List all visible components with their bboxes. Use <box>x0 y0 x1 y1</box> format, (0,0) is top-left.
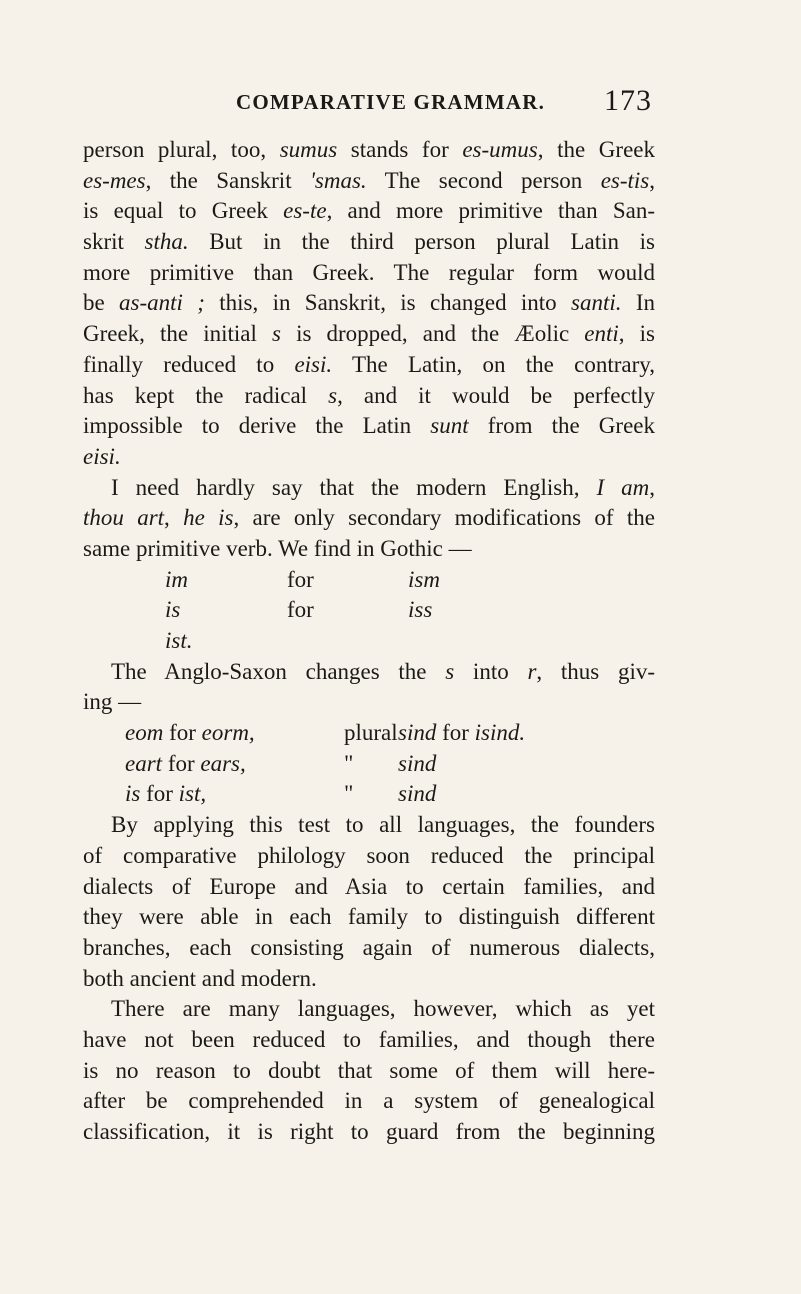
table-cell: ist. <box>165 628 193 653</box>
italic-term: stha. <box>144 229 189 255</box>
italic-term: santi. <box>571 290 622 316</box>
text-line: There are many languages, however, which as yet <box>111 996 655 1022</box>
gothic-table <box>83 565 655 657</box>
text-line: of comparative philology soon reduced the principal <box>83 842 655 868</box>
table-cell: eart for ears, <box>125 750 246 776</box>
table-cell: iss <box>408 597 433 623</box>
text-line: after be comprehended in a system of genealogical <box>83 1088 655 1114</box>
table-cell: " <box>344 750 354 776</box>
text-line: they were able in each family to distinguish different <box>83 904 655 930</box>
italic-term: I am <box>596 474 650 500</box>
text-line: I need hardly say that the modern English, I am, <box>111 474 655 500</box>
text-line: same primitive verb. We find in Gothic — <box>83 535 472 561</box>
italic-term: es-te <box>283 198 327 224</box>
table-cell: " <box>344 781 354 807</box>
table-cell: sind <box>398 781 437 807</box>
text-line: es-mes, the Sanskrit 'smas. The second person es-tis, <box>83 167 655 193</box>
text-line: ing — <box>83 689 142 715</box>
text-line: both ancient and modern. <box>83 965 317 991</box>
table-cell: plural <box>344 720 398 746</box>
text-line: The Anglo-Saxon changes the s into r, thus giv- <box>111 658 656 684</box>
running-head: COMPARATIVE GRAMMAR. <box>236 90 546 114</box>
table-cell <box>408 626 518 657</box>
text-line: By applying this test to all languages, the founders <box>111 812 655 838</box>
italic-term: es-mes <box>83 167 146 193</box>
text-line: more primitive than Greek. The regular form would <box>83 259 655 285</box>
main-paragraphs <box>83 135 655 565</box>
table-cell: is for ist, <box>125 781 207 807</box>
italic-term: eisi. <box>294 351 333 377</box>
anglo-saxon-paragraph <box>83 657 655 718</box>
text-line: dialects of Europe and Asia to certain families, and <box>83 873 655 899</box>
italic-term: s <box>445 658 455 684</box>
table-row <box>83 595 655 626</box>
text-line: has kept the radical s, and it would be perfectly <box>83 382 656 408</box>
text-line: is equal to Greek es-te, and more primitive than San- <box>83 198 655 224</box>
text-line: thou art, he is, are only secondary modifications of the <box>83 505 655 531</box>
table-cell: sind <box>398 750 437 776</box>
italic-term: 'smas. <box>309 167 367 193</box>
italic-term: thou art <box>83 505 165 531</box>
text-line: be as-anti ; this, in Sanskrit, is changed into santi. In <box>83 290 655 316</box>
table-cell <box>287 626 408 657</box>
text-line: branches, each consisting again of numerous dialects, <box>83 934 655 960</box>
table-cell: for <box>287 597 314 623</box>
italic-term: eisi. <box>83 443 121 469</box>
italic-term: he is <box>183 505 234 531</box>
table-cell: is <box>165 597 181 623</box>
text-line: have not been reduced to families, and though there <box>83 1026 655 1052</box>
table-row <box>83 565 655 596</box>
italic-term: es-tis <box>600 167 650 193</box>
italic-term: as-anti ; <box>119 290 205 316</box>
anglo-saxon-table <box>83 718 655 810</box>
italic-term: es-umus <box>462 137 538 162</box>
text-line: finally reduced to eisi. The Latin, on the contrary, <box>83 351 655 377</box>
table-row <box>83 626 655 657</box>
text-line: skrit stha. But in the third person plural Latin is <box>83 229 656 255</box>
page-number: 173 <box>604 84 652 117</box>
text-line <box>83 442 655 473</box>
table-row <box>83 718 655 749</box>
text-line: person plural, too, sumus stands for es-umus, the Greek <box>83 137 655 162</box>
italic-term: r <box>527 658 537 684</box>
italic-term: s <box>328 382 338 408</box>
text-line: classification, it is right to guard from the beginning <box>83 1119 655 1144</box>
table-cell: im <box>165 566 188 592</box>
italic-term: enti <box>584 321 619 347</box>
text-line: Greek, the initial s is dropped, and the Æolic enti, is <box>83 321 655 347</box>
body-text <box>83 135 655 1148</box>
table-cell: sind for isind. <box>398 720 526 746</box>
italic-term: sunt <box>430 413 469 439</box>
table-row <box>83 749 655 780</box>
text-line: impossible to derive the Latin sunt from the Greek <box>83 413 655 439</box>
table-cell: eom for eorm, <box>125 720 255 746</box>
closing-paragraphs <box>83 810 655 1148</box>
italic-term: s <box>272 321 281 347</box>
text-line: is no reason to doubt that some of them will here- <box>83 1057 655 1083</box>
table-row <box>83 779 655 810</box>
italic-term: sumus <box>279 137 338 162</box>
table-cell: ism <box>408 566 440 592</box>
table-cell: for <box>287 566 314 592</box>
